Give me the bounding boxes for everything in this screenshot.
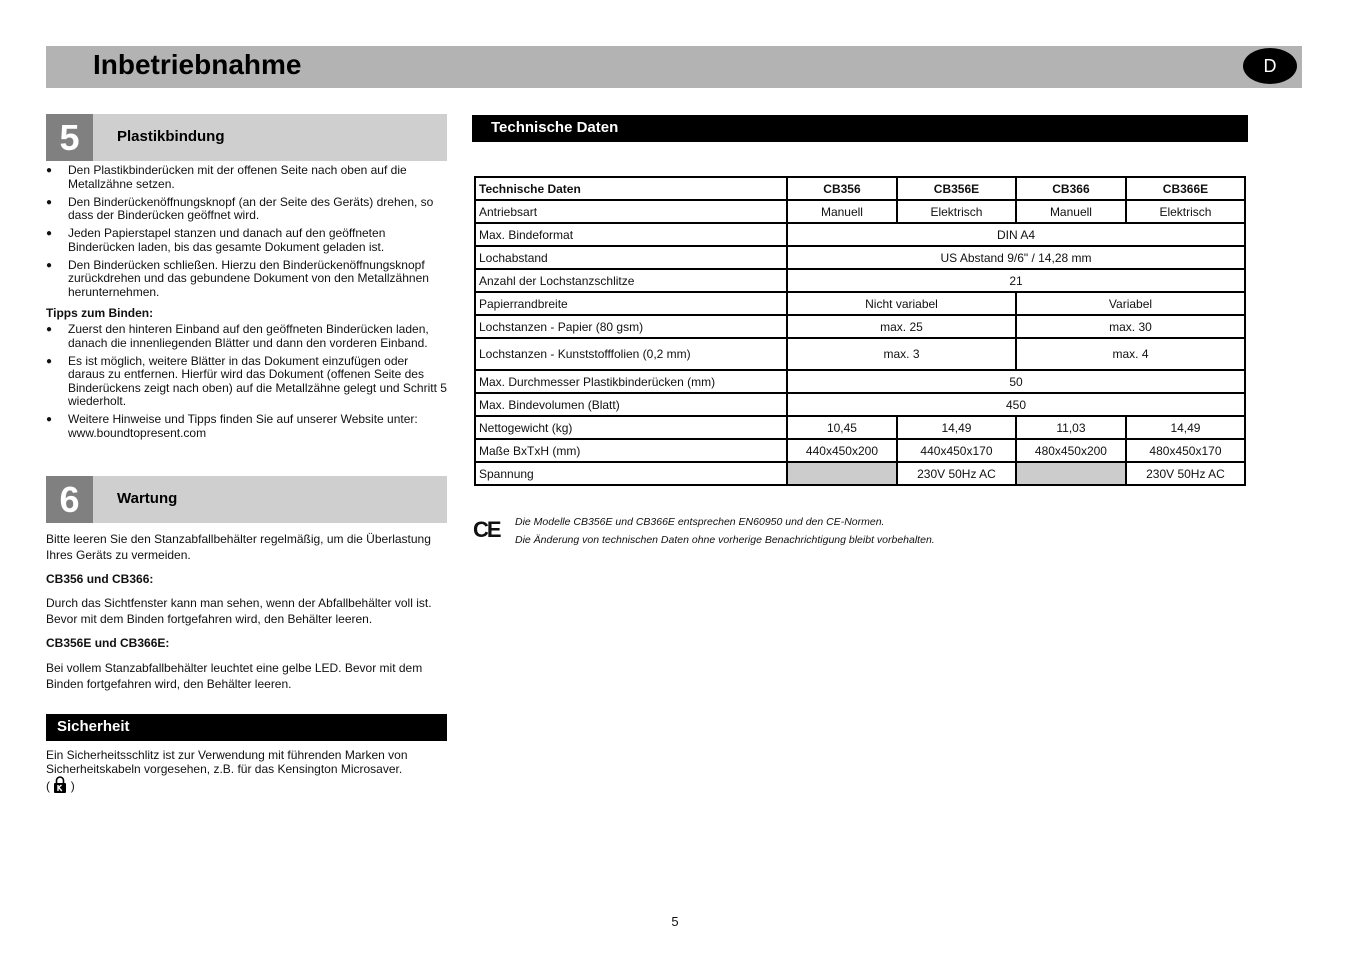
table-row — [475, 439, 1245, 462]
table-cell: 230V 50Hz AC — [1126, 462, 1245, 485]
table-row — [475, 338, 1245, 370]
tech-data-table — [474, 176, 1246, 486]
table-cell: max. 30 — [1016, 315, 1245, 338]
security-text: Ein Sicherheitsschlitz ist zur Verwendung mit führenden Marken von Sicherheitskabeln vorgesehen, z.B. für das Kensington Microsaver. — [46, 748, 408, 776]
table-cell: Manuell — [787, 200, 897, 223]
maintenance-intro: Bitte leeren Sie den Stanzabfallbehälter regelmäßig, um die Überlastung Ihres Geräts zu vermeiden. — [46, 532, 431, 562]
table-header-cell: CB356E — [897, 177, 1016, 200]
table-cell-empty — [787, 462, 897, 485]
list-item: ● Den Binderückenöffnungsknopf (an der Seite des Geräts) drehen, so dass der Binderücken geöffnet wird. — [46, 196, 448, 223]
table-cell: 11,03 — [1016, 416, 1126, 439]
security-title: Sicherheit — [57, 718, 130, 735]
list-item: ● Zuerst den hinteren Einband auf den geöffneten Binderücken laden, danach die innenliegenden Blätter und dann den vorderen Einband. — [46, 323, 448, 350]
table-cell: 480x450x200 — [1016, 439, 1126, 462]
table-cell: max. 25 — [787, 315, 1016, 338]
table-cell: Manuell — [1016, 200, 1126, 223]
row-label: Lochabstand — [475, 246, 787, 269]
table-cell: 14,49 — [1126, 416, 1245, 439]
list-item: ● Den Binderücken schließen. Hierzu den Binderückenöffnungsknopf zurückdrehen und das gebundene Dokument von den Metallzähnen herunternehmen. — [46, 259, 448, 300]
table-cell: 480x450x170 — [1126, 439, 1245, 462]
table-row — [475, 200, 1245, 223]
row-label: Anzahl der Lochstanzschlitze — [475, 269, 787, 292]
table-cell: max. 3 — [787, 338, 1016, 370]
tech-data-title: Technische Daten — [491, 119, 619, 136]
table-header-cell: CB356 — [787, 177, 897, 200]
tips-heading: Tipps zum Binden: — [46, 306, 154, 320]
row-label: Max. Bindeformat — [475, 223, 787, 246]
table-row — [475, 462, 1245, 485]
list-item: ● Jeden Papierstapel stanzen und danach auf den geöffneten Binderücken laden, bis das gesamte Dokument geladen ist. — [46, 227, 448, 254]
row-label: Maße BxTxH (mm) — [475, 439, 787, 462]
section-5-title: Plastikbindung — [117, 128, 225, 145]
table-header-cell: CB366E — [1126, 177, 1245, 200]
table-row — [475, 370, 1245, 393]
ce-mark-icon: CE — [473, 517, 500, 542]
page-number: 5 — [671, 914, 679, 929]
table-row — [475, 223, 1245, 246]
section-6-header — [46, 476, 447, 523]
language-badge: D — [1243, 48, 1297, 84]
table-row — [475, 416, 1245, 439]
table-header-cell: Technische Daten — [475, 177, 787, 200]
table-cell: Variabel — [1016, 292, 1245, 315]
table-cell: 440x450x200 — [787, 439, 897, 462]
table-row — [475, 292, 1245, 315]
table-row — [475, 177, 1245, 200]
security-text-block: Ein Sicherheitsschlitz ist zur Verwendung mit führenden Marken von Sicherheitskabeln vorgesehen, z.B. für das Kensington Microsaver. ( ) — [46, 749, 448, 797]
row-label: Lochstanzen - Kunststofffolien (0,2 mm) — [475, 338, 787, 370]
row-label: Max. Durchmesser Plastikbinderücken (mm) — [475, 370, 787, 393]
section-5-header — [46, 114, 447, 161]
table-cell: 10,45 — [787, 416, 897, 439]
compliance-note: Die Modelle CB356E und CB366E entsprechen EN60950 und den CE-Normen. — [515, 516, 885, 528]
row-label: Lochstanzen - Papier (80 gsm) — [475, 315, 787, 338]
security-header — [46, 714, 447, 741]
table-cell: Elektrisch — [1126, 200, 1245, 223]
row-label: Max. Bindevolumen (Blatt) — [475, 393, 787, 416]
row-label: Spannung — [475, 462, 787, 485]
kensington-lock-icon — [53, 776, 67, 797]
section-5-number: 5 — [46, 114, 93, 161]
list-item: ● Es ist möglich, weitere Blätter in das Dokument einzufügen oder daraus zu entfernen. Hierfür wird das Dokument (offenen Seite des Binderückens zeigt nach oben) auf die Metallzähne gelegt und Schritt 5 wiederholt. — [46, 355, 448, 409]
page-header — [46, 46, 1302, 88]
maintenance-heading-cb356e: CB356E und CB366E: — [46, 636, 170, 650]
maintenance-text-cb356: Durch das Sichtfenster kann man sehen, wenn der Abfallbehälter voll ist. Bevor mit dem Binden fortgefahren wird, den Behälter leeren. — [46, 596, 432, 626]
table-cell: 50 — [787, 370, 1245, 393]
maintenance-heading-cb356: CB356 und CB366: — [46, 572, 154, 586]
row-label: Nettogewicht (kg) — [475, 416, 787, 439]
table-row — [475, 246, 1245, 269]
table-cell: max. 4 — [1016, 338, 1245, 370]
maintenance-text-cb356e: Bei vollem Stanzabfallbehälter leuchtet eine gelbe LED. Bevor mit dem Binden fortgefahren wird, den Behälter leeren. — [46, 661, 423, 691]
table-row — [475, 315, 1245, 338]
table-row — [475, 269, 1245, 292]
table-cell: 440x450x170 — [897, 439, 1016, 462]
tech-data-header — [472, 115, 1248, 142]
change-note: Die Änderung von technischen Daten ohne vorherige Benachrichtigung bleibt vorbehalten. — [515, 534, 935, 546]
table-cell: 230V 50Hz AC — [897, 462, 1016, 485]
table-cell: 21 — [787, 269, 1245, 292]
table-row — [475, 393, 1245, 416]
section-6-number: 6 — [46, 476, 93, 523]
table-cell: DIN A4 — [787, 223, 1245, 246]
table-header-cell: CB366 — [1016, 177, 1126, 200]
table-cell: Elektrisch — [897, 200, 1016, 223]
list-item: ● Den Plastikbinderücken mit der offenen Seite nach oben auf die Metallzähne setzen. — [46, 164, 448, 191]
tips-list — [46, 323, 448, 445]
table-cell: 14,49 — [897, 416, 1016, 439]
binding-steps-list — [46, 164, 448, 304]
table-cell: Nicht variabel — [787, 292, 1016, 315]
row-label: Papierrandbreite — [475, 292, 787, 315]
section-6-title: Wartung — [117, 490, 178, 507]
table-cell-empty — [1016, 462, 1126, 485]
table-cell: US Abstand 9/6" / 14,28 mm — [787, 246, 1245, 269]
list-item: ● Weitere Hinweise und Tipps finden Sie auf unserer Website unter: www.boundtopresent.com — [46, 413, 448, 440]
row-label: Antriebsart — [475, 200, 787, 223]
table-cell: 450 — [787, 393, 1245, 416]
page-title: Inbetriebnahme — [93, 49, 302, 80]
